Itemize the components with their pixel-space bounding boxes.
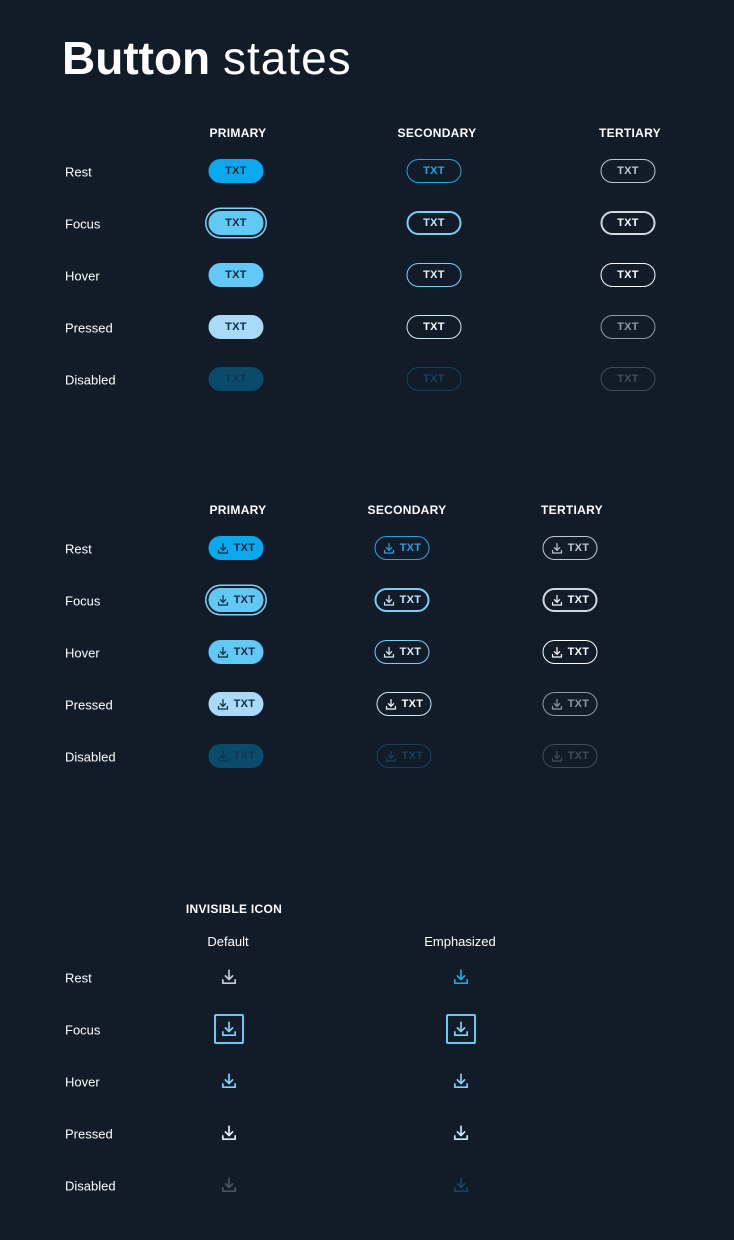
primary-button-pressed[interactable] bbox=[209, 315, 264, 339]
download-icon bbox=[217, 542, 230, 555]
download-icon bbox=[385, 750, 398, 763]
row-label-disabled: Disabled bbox=[65, 372, 116, 388]
row-label-hover: Hover bbox=[65, 268, 100, 284]
row-label-disabled: Disabled bbox=[65, 749, 116, 765]
primary-button-disabled[interactable] bbox=[209, 367, 264, 391]
button-label: TXT bbox=[399, 542, 422, 554]
button-label: TXT bbox=[225, 165, 247, 177]
tertiary-icon-button-disabled[interactable] bbox=[543, 744, 598, 768]
default-icon-button-disabled[interactable] bbox=[214, 1170, 244, 1200]
row-label-rest: Rest bbox=[65, 970, 92, 986]
download-icon bbox=[220, 968, 238, 986]
button-label: TXT bbox=[567, 594, 590, 606]
button-label: TXT bbox=[399, 594, 422, 606]
tertiary-button-hover[interactable] bbox=[601, 263, 656, 287]
secondary-button-pressed[interactable] bbox=[407, 315, 462, 339]
default-icon-button-hover[interactable] bbox=[214, 1066, 244, 1096]
secondary-button-disabled[interactable] bbox=[407, 367, 462, 391]
download-icon bbox=[383, 646, 396, 659]
col-header-tertiary: TERTIARY bbox=[541, 503, 603, 517]
secondary-button-rest[interactable] bbox=[407, 159, 462, 183]
row-label-focus: Focus bbox=[65, 1022, 101, 1038]
download-icon bbox=[220, 1124, 238, 1142]
button-label: TXT bbox=[401, 698, 424, 710]
row-label-hover: Hover bbox=[65, 645, 100, 661]
download-icon bbox=[551, 698, 564, 711]
secondary-icon-button-rest[interactable] bbox=[375, 536, 430, 560]
button-label: TXT bbox=[423, 217, 445, 229]
download-icon bbox=[220, 1020, 238, 1038]
secondary-icon-button-disabled[interactable] bbox=[377, 744, 432, 768]
row-label-rest: Rest bbox=[65, 164, 92, 180]
page-title-light: states bbox=[222, 32, 352, 84]
download-icon bbox=[217, 750, 230, 763]
col-header-secondary: SECONDARY bbox=[397, 126, 477, 140]
default-icon-button-rest[interactable] bbox=[214, 962, 244, 992]
primary-button-focus[interactable] bbox=[209, 211, 264, 235]
button-label: TXT bbox=[567, 646, 590, 658]
download-icon bbox=[385, 698, 398, 711]
primary-button-rest[interactable] bbox=[209, 159, 264, 183]
primary-icon-button-pressed[interactable] bbox=[209, 692, 264, 716]
button-label: TXT bbox=[567, 698, 590, 710]
tertiary-button-rest[interactable] bbox=[601, 159, 656, 183]
button-label: TXT bbox=[233, 750, 256, 762]
emphasized-icon-button-focus[interactable] bbox=[446, 1014, 476, 1044]
button-label: TXT bbox=[617, 373, 639, 385]
row-label-focus: Focus bbox=[65, 216, 101, 232]
button-label: TXT bbox=[617, 269, 639, 281]
button-label: TXT bbox=[399, 646, 422, 658]
secondary-icon-button-focus[interactable] bbox=[375, 588, 430, 612]
emphasized-icon-button-rest[interactable] bbox=[446, 962, 476, 992]
primary-icon-button-focus[interactable] bbox=[209, 588, 264, 612]
col-header-primary: PRIMARY bbox=[209, 503, 267, 517]
button-label: TXT bbox=[617, 217, 639, 229]
button-label: TXT bbox=[233, 646, 256, 658]
tertiary-icon-button-hover[interactable] bbox=[543, 640, 598, 664]
download-icon bbox=[452, 968, 470, 986]
download-icon bbox=[220, 1176, 238, 1194]
row-label-pressed: Pressed bbox=[65, 1126, 113, 1142]
download-icon bbox=[217, 646, 230, 659]
download-icon bbox=[551, 646, 564, 659]
download-icon bbox=[551, 594, 564, 607]
download-icon bbox=[452, 1072, 470, 1090]
download-icon bbox=[383, 542, 396, 555]
tertiary-button-focus[interactable] bbox=[601, 211, 656, 235]
tertiary-icon-button-focus[interactable] bbox=[543, 588, 598, 612]
secondary-button-focus[interactable] bbox=[407, 211, 462, 235]
download-icon bbox=[551, 542, 564, 555]
primary-button-hover[interactable] bbox=[209, 263, 264, 287]
button-label: TXT bbox=[225, 321, 247, 333]
button-label: TXT bbox=[225, 269, 247, 281]
button-label: TXT bbox=[233, 542, 256, 554]
page-title bbox=[62, 30, 352, 86]
default-icon-button-focus[interactable] bbox=[214, 1014, 244, 1044]
primary-icon-button-rest[interactable] bbox=[209, 536, 264, 560]
button-label: TXT bbox=[567, 750, 590, 762]
download-icon bbox=[220, 1072, 238, 1090]
col-header-secondary: SECONDARY bbox=[367, 503, 447, 517]
download-icon bbox=[452, 1124, 470, 1142]
download-icon bbox=[217, 594, 230, 607]
emphasized-icon-button-pressed[interactable] bbox=[446, 1118, 476, 1148]
button-label: TXT bbox=[225, 373, 247, 385]
primary-icon-button-disabled[interactable] bbox=[209, 744, 264, 768]
button-label: TXT bbox=[567, 542, 590, 554]
sub-header-default: Default bbox=[207, 934, 249, 949]
tertiary-button-disabled[interactable] bbox=[601, 367, 656, 391]
secondary-button-hover[interactable] bbox=[407, 263, 462, 287]
button-label: TXT bbox=[423, 269, 445, 281]
secondary-icon-button-pressed[interactable] bbox=[377, 692, 432, 716]
button-label: TXT bbox=[617, 165, 639, 177]
row-label-pressed: Pressed bbox=[65, 697, 113, 713]
download-icon bbox=[551, 750, 564, 763]
row-label-hover: Hover bbox=[65, 1074, 100, 1090]
emphasized-icon-button-disabled[interactable] bbox=[446, 1170, 476, 1200]
button-label: TXT bbox=[617, 321, 639, 333]
tertiary-icon-button-pressed[interactable] bbox=[543, 692, 598, 716]
col-header-primary: PRIMARY bbox=[209, 126, 267, 140]
col-header-tertiary: TERTIARY bbox=[599, 126, 661, 140]
button-label: TXT bbox=[423, 373, 445, 385]
primary-icon-button-hover[interactable] bbox=[209, 640, 264, 664]
button-label: TXT bbox=[233, 698, 256, 710]
secondary-icon-button-hover[interactable] bbox=[375, 640, 430, 664]
download-icon bbox=[452, 1020, 470, 1038]
default-icon-button-pressed[interactable] bbox=[214, 1118, 244, 1148]
section-header-invisible-icon: INVISIBLE ICON bbox=[185, 902, 283, 916]
button-label: TXT bbox=[233, 594, 256, 606]
row-label-rest: Rest bbox=[65, 541, 92, 557]
download-icon bbox=[452, 1176, 470, 1194]
button-label: TXT bbox=[423, 165, 445, 177]
button-label: TXT bbox=[401, 750, 424, 762]
page-title-bold: Button bbox=[62, 32, 211, 84]
sub-header-emphasized: Emphasized bbox=[424, 934, 496, 949]
button-label: TXT bbox=[225, 217, 247, 229]
download-icon bbox=[383, 594, 396, 607]
tertiary-icon-button-rest[interactable] bbox=[543, 536, 598, 560]
download-icon bbox=[217, 698, 230, 711]
emphasized-icon-button-hover[interactable] bbox=[446, 1066, 476, 1096]
tertiary-button-pressed[interactable] bbox=[601, 315, 656, 339]
row-label-pressed: Pressed bbox=[65, 320, 113, 336]
button-label: TXT bbox=[423, 321, 445, 333]
row-label-focus: Focus bbox=[65, 593, 101, 609]
row-label-disabled: Disabled bbox=[65, 1178, 116, 1194]
